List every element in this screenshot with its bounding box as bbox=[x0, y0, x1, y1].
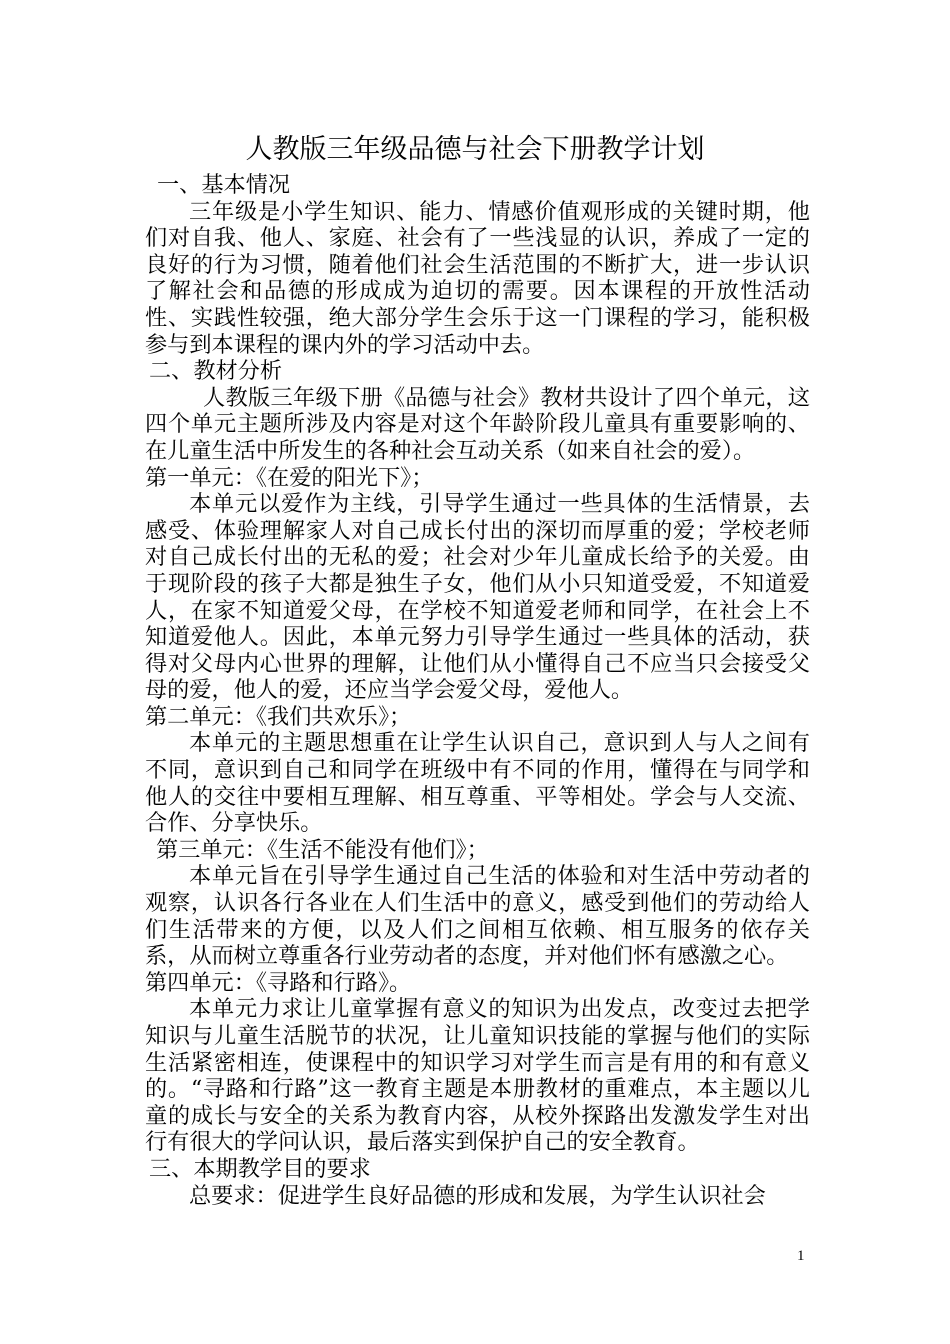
section-heading-basic-situation: 一、基本情况 bbox=[157, 172, 291, 198]
unit-3-paragraph: 本单元旨在引导学生通过自己生活的体验和对生活中劳动者的观察，认识各行各业在人们生活中的意义，感受到他们的劳动给人们生活带来的方便，以及人们之间相互依赖、相互服务的依存关系，从而树立尊重各行业劳动者的态度，并对他们怀有感激之心。 bbox=[145, 863, 810, 970]
unit-4-paragraph: 本单元力求让儿童掌握有意义的知识为出发点，改变过去把学知识与儿童生活脱节的状况，让儿童知识技能的掌握与他们的实际生活紧密相连，使课程中的知识学习对学生而言是有用的和有意义的。“寻路和行路”这一教育主题是本册教材的重难点，本主题以儿童的成长与安全的关系为教育内容，从校外探路出发激发学生对出行有很大的学问认识，最后落实到保护自己的安全教育。 bbox=[145, 996, 810, 1156]
unit-4-heading: 第四单元：《寻路和行路》。 bbox=[145, 969, 412, 996]
unit-3-heading: 第三单元：《生活不能没有他们》； bbox=[156, 836, 489, 863]
unit-1-paragraph: 本单元以爱作为主线，引导学生通过一些具体的生活情景，去感受、体验理解家人对自己成长付出的深切而厚重的爱；学校老师对自己成长付出的无私的爱；社会对少年儿童成长给予的关爱。由于现阶段的孩子大都是独生子女，他们从小只知道受爱，不知道爱人，在家不知道爱父母，在学校不知道爱老师和同学，在社会上不知道爱他人。因此，本单元努力引导学生通过一些具体的活动，获得对父母内心世界的理解，让他们从小懂得自己不应当只会接受父母的爱，他人的爱，还应当学会爱父母，爱他人。 bbox=[145, 491, 810, 704]
document-body bbox=[145, 172, 810, 1209]
section-heading-textbook-analysis: 二、教材分析 bbox=[149, 358, 283, 385]
unit-2-heading: 第二单元：《我们共欢乐》； bbox=[145, 703, 412, 730]
unit-2-paragraph: 本单元的主题思想重在让学生认识自己，意识到人与人之间有不同，意识到自己和同学在班级中有不同的作用，懂得在与同学和他人的交往中要相互理解、相互尊重、平等相处。学会与人交流、合作、分享快乐。 bbox=[145, 730, 810, 837]
paragraph-textbook-analysis: 人教版三年级下册《品德与社会》教材共设计了四个单元，这四个单元主题所涉及内容是对这个年龄阶段儿童具有重要影响的、在儿童生活中所发生的各种社会互动关系（如来自社会的爱）。 bbox=[145, 384, 810, 464]
paragraph-teaching-goals: 总要求：促进学生良好品德的形成和发展，为学生认识社会 bbox=[189, 1182, 766, 1209]
section-heading-teaching-goals: 三、本期教学目的要求 bbox=[149, 1155, 371, 1182]
unit-1-heading: 第一单元：《在爱的阳光下》； bbox=[145, 464, 434, 491]
page-number: 1 bbox=[797, 1248, 805, 1264]
paragraph-basic-situation: 三年级是小学生知识、能力、情感价值观形成的关键时期，他们对自我、他人、家庭、社会有了一些浅显的认识，养成了一定的良好的行为习惯，随着他们社会生活范围的不断扩大，进一步认识了解社会和品德的形成成为迫切的需要。因本课程的开放性活动性、实践性较强，绝大部分学生会乐于这一门课程的学习，能积极参与到本课程的课内外的学习活动中去。 bbox=[145, 198, 810, 358]
document-title: 人教版三年级品德与社会下册教学计划 bbox=[245, 134, 705, 165]
